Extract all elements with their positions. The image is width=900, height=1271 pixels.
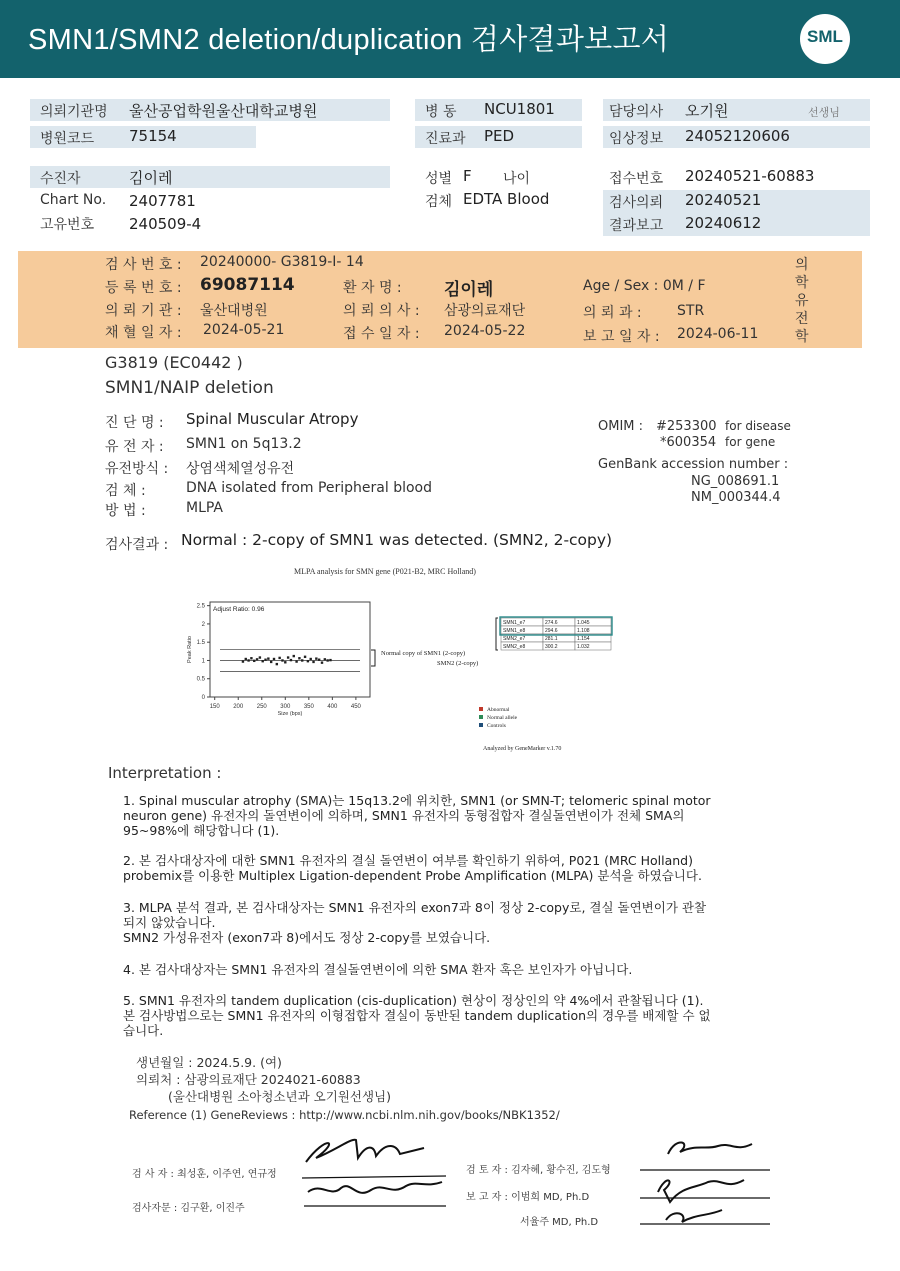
hospital-code-label: 병원코드 bbox=[40, 131, 95, 147]
legend-swatch bbox=[479, 723, 483, 727]
data-point bbox=[262, 660, 264, 662]
data-point bbox=[276, 663, 278, 665]
data-point bbox=[312, 661, 314, 663]
receipt-value: 20240521-60883 bbox=[685, 167, 815, 185]
interp-line: 95~98%에 해당합니다 (1). bbox=[123, 823, 280, 838]
genbank-label: GenBank accession number : bbox=[598, 457, 789, 472]
diag-value: Spinal Muscular Atropy bbox=[186, 410, 359, 428]
gene-value: SMN1 on 5q13.2 bbox=[186, 436, 302, 452]
sml-logo bbox=[800, 14, 850, 64]
reviewer-signature bbox=[636, 1130, 776, 1230]
sex-value: F bbox=[463, 167, 472, 185]
data-point bbox=[256, 658, 258, 660]
scan-test-no-label: 검 사 번 호 : bbox=[105, 257, 182, 273]
interp-line: 5. SMN1 유전자의 tandem duplication (cis-duplication) 현상이 정상인의 약 4%에서 관찰됩니다 (1). bbox=[123, 993, 704, 1008]
y-tick-label: 0 bbox=[201, 695, 205, 701]
bracket-note-1: Normal copy of SMN1 (2-copy) bbox=[381, 650, 466, 657]
vertical-char: 학 bbox=[795, 275, 809, 291]
software-note: Analyzed by GeneMarker v.1.70 bbox=[483, 746, 562, 752]
data-point bbox=[329, 659, 331, 661]
report-label: 결과보고 bbox=[609, 218, 664, 234]
y-tick-label: 0.5 bbox=[196, 676, 205, 683]
x-tick-label: 300 bbox=[280, 704, 291, 710]
requester: 의뢰처 : 삼광의료재단 2024021-60883 bbox=[136, 1072, 361, 1087]
data-point bbox=[245, 658, 247, 660]
scan-req-doc-label: 의 뢰 의 사 : bbox=[343, 303, 420, 319]
scan-reg-no-label: 등 록 번 호 : bbox=[105, 280, 182, 296]
chart-title: MLPA analysis for SMN gene (P021-B2, MRC Holland) bbox=[294, 567, 476, 576]
data-point bbox=[315, 657, 317, 659]
institution-value: 울산공업학원울산대학교병원 bbox=[129, 102, 318, 120]
reviewer: 검 토 자 : 김자혜, 황수진, 김도형 bbox=[466, 1165, 611, 1176]
interp-line: 되지 않았습니다. bbox=[123, 915, 216, 930]
result-value: Normal : 2-copy of SMN1 was detected. (SMN2, 2-copy) bbox=[181, 531, 613, 549]
probe-cell-text: SMN2_e7 bbox=[503, 636, 526, 642]
probe-cell-text: 1.045 bbox=[577, 620, 590, 626]
examiner: 검 사 자 : 최성훈, 이주연, 연규정 bbox=[132, 1169, 277, 1180]
data-point bbox=[295, 660, 297, 662]
gene-label: 유 전 자 : bbox=[105, 439, 164, 455]
probe-cell-text: SMN2_e8 bbox=[503, 644, 526, 650]
vertical-char: 의 bbox=[795, 257, 809, 273]
vertical-char: 유 bbox=[795, 293, 809, 309]
ward-label: 병 동 bbox=[425, 104, 457, 120]
x-tick-label: 400 bbox=[327, 704, 338, 710]
scan-req-dept-label: 의 뢰 과 : bbox=[583, 305, 642, 321]
interp-line: 본 검사방법으로는 SMN1 유전자의 이형접합자 결실이 동반된 tandem duplication의 경우를 배제할 수 없 bbox=[123, 1008, 711, 1023]
scan-test-no: 20240000- G3819-I- 14 bbox=[200, 254, 364, 270]
y-tick-label: 2 bbox=[201, 621, 205, 628]
inherit-label: 유전방식 : bbox=[105, 461, 169, 477]
probe-cell-text: 300.2 bbox=[545, 644, 558, 650]
scan-collect-label: 채 혈 일 자 : bbox=[105, 325, 182, 341]
hospital-code-value: 75154 bbox=[129, 127, 177, 145]
report-value: 20240612 bbox=[685, 214, 762, 232]
specimen-value-2: DNA isolated from Peripheral blood bbox=[186, 480, 433, 496]
report-title: SMN1/SMN2 deletion/duplication 검사결과보고서 bbox=[28, 24, 670, 56]
data-point bbox=[267, 657, 269, 659]
data-point bbox=[250, 657, 252, 659]
interp-line: 4. 본 검사대상자는 SMN1 유전자의 결실돌연변이에 의한 SMA 환자 혹은 보인자가 아닙니다. bbox=[123, 962, 633, 977]
scan-reg-no: 69087114 bbox=[200, 275, 295, 295]
doctor-suffix: 선생님 bbox=[808, 106, 840, 119]
patient-label: 수진자 bbox=[40, 171, 81, 187]
scan-receive: 2024-05-22 bbox=[444, 323, 526, 339]
probe-cell-text: 281.1 bbox=[545, 636, 558, 642]
interpretation-item-1 bbox=[123, 793, 783, 838]
probe-cell-text: SMN1_e7 bbox=[503, 620, 526, 626]
legend-label: Controls bbox=[487, 723, 506, 729]
scan-req-dept: STR bbox=[677, 303, 705, 319]
interp-line: 2. 본 검사대상자에 대한 SMN1 유전자의 결실 돌연변이 여부를 확인하기 위하여, P021 (MRC Holland) bbox=[123, 853, 693, 868]
scan-req-inst: 울산대병원 bbox=[200, 303, 268, 319]
x-tick-label: 150 bbox=[209, 704, 220, 710]
chart-value: 2407781 bbox=[129, 192, 196, 210]
specimen-label-2: 검 체 : bbox=[105, 483, 146, 499]
patient-value: 김이레 bbox=[129, 169, 173, 187]
clinical-value: 24052120606 bbox=[685, 127, 790, 145]
probe-cell-text: SMN1_e8 bbox=[503, 628, 526, 634]
test-code: G3819 (EC0442 ) bbox=[105, 353, 243, 372]
probe-cell-text: 1.154 bbox=[577, 636, 590, 642]
scan-age-sex: Age / Sex : 0M / F bbox=[583, 278, 706, 294]
y-tick-label: 1 bbox=[201, 658, 205, 665]
probe-cell-text: 1.032 bbox=[577, 644, 590, 650]
y-tick-label: 2.5 bbox=[196, 603, 205, 610]
data-point bbox=[264, 659, 266, 661]
chart-label: Chart No. bbox=[40, 192, 107, 208]
specimen-label: 검체 bbox=[425, 194, 453, 210]
dept-label: 진료과 bbox=[425, 131, 466, 147]
scan-req-doc: 삼광의료재단 bbox=[444, 303, 526, 319]
omim-gene-note: for gene bbox=[725, 435, 776, 449]
interpretation-item-3 bbox=[123, 900, 783, 945]
method-label: 방 법 : bbox=[105, 503, 146, 519]
data-point bbox=[304, 656, 306, 658]
assistant: 검사자문 : 김구환, 이진주 bbox=[132, 1203, 245, 1214]
data-point bbox=[318, 659, 320, 661]
data-point bbox=[301, 659, 303, 661]
examiner-signature bbox=[296, 1130, 456, 1215]
bracket bbox=[371, 650, 375, 666]
unique-value: 240509-4 bbox=[129, 215, 202, 233]
data-point bbox=[270, 661, 272, 663]
doctor-label: 담당의사 bbox=[609, 104, 664, 120]
probe-cell-text: 294.6 bbox=[545, 628, 558, 634]
interp-line: SMN2 가성유전자 (exon7과 8)에서도 정상 2-copy를 보였습니다. bbox=[123, 930, 491, 945]
data-point bbox=[310, 658, 312, 660]
interp-line: neuron gene) 유전자의 돌연변이에 의하며, SMN1 유전자의 동형접합자 결실돌연변이가 전체 SMA의 bbox=[123, 808, 685, 823]
receipt-label: 접수번호 bbox=[609, 171, 664, 187]
data-point bbox=[247, 659, 249, 661]
data-point bbox=[293, 655, 295, 657]
vertical-dept-label bbox=[795, 256, 809, 346]
mlpa-chart bbox=[175, 596, 635, 766]
logo-text: SML bbox=[807, 27, 843, 46]
interp-line: 1. Spinal muscular atrophy (SMA)는 15q13.2에 위치한, SMN1 (or SMN-T; telomeric spinal motor bbox=[123, 793, 711, 808]
birth-date: 생년월일 : 2024.5.9. (여) bbox=[136, 1055, 282, 1070]
data-point bbox=[307, 660, 309, 662]
omim-label: OMIM : bbox=[598, 419, 644, 434]
interpretation-item-2 bbox=[123, 853, 783, 883]
institution-label: 의뢰기관명 bbox=[40, 104, 108, 120]
reference: Reference (1) GeneReviews : http://www.ncbi.nlm.nih.gov/books/NBK1352/ bbox=[129, 1108, 560, 1122]
data-point bbox=[281, 659, 283, 661]
data-point bbox=[287, 656, 289, 658]
legend-label: Normal allele bbox=[487, 715, 518, 721]
doctor-value: 오기원 bbox=[685, 102, 729, 120]
method-value: MLPA bbox=[186, 500, 224, 516]
x-tick-label: 250 bbox=[256, 704, 267, 710]
unique-label: 고유번호 bbox=[40, 217, 95, 233]
requester-detail: (울산대병원 소아청소년과 오기원선생님) bbox=[168, 1089, 391, 1104]
data-point bbox=[253, 660, 255, 662]
omim-disease-note: for disease bbox=[725, 419, 791, 433]
reporter: 보 고 자 : 이범희 MD, Ph.D bbox=[466, 1192, 590, 1203]
scan-collect: 2024-05-21 bbox=[203, 322, 285, 338]
interpretation-item-5 bbox=[123, 993, 783, 1038]
x-axis-label: Size (bps) bbox=[277, 711, 303, 717]
specimen-value: EDTA Blood bbox=[463, 190, 550, 208]
sex-label: 성별 bbox=[425, 171, 453, 187]
data-point bbox=[324, 658, 326, 660]
data-point bbox=[321, 661, 323, 663]
age-label: 나이 bbox=[503, 171, 531, 187]
scan-receive-label: 접 수 일 자 : bbox=[343, 326, 420, 342]
data-point bbox=[290, 659, 292, 661]
legend-label: Abnormal bbox=[487, 707, 510, 713]
dept-value: PED bbox=[484, 127, 515, 145]
omim-disease: #253300 bbox=[656, 419, 717, 434]
x-tick-label: 450 bbox=[350, 704, 361, 710]
inherit-value: 상염색체열성유전 bbox=[186, 461, 295, 477]
vertical-char: 전 bbox=[795, 311, 809, 327]
data-point bbox=[278, 657, 280, 659]
test-name: SMN1/NAIP deletion bbox=[105, 378, 274, 398]
genbank-1: NG_008691.1 bbox=[691, 474, 780, 489]
interpretation-item-4 bbox=[123, 962, 783, 977]
scan-patient: 김이레 bbox=[444, 280, 494, 300]
legend-swatch bbox=[479, 715, 483, 719]
x-tick-label: 350 bbox=[303, 704, 314, 710]
request-value: 20240521 bbox=[685, 191, 762, 209]
reporter-2: 서율주 MD, Ph.D bbox=[520, 1217, 599, 1228]
bracket-note-2: SMN2 (2-copy) bbox=[437, 660, 479, 667]
interp-line: probemix를 이용한 Multiplex Ligation-dependent Probe Amplification (MLPA) 분석을 하였습니다. bbox=[123, 868, 702, 883]
data-point bbox=[298, 657, 300, 659]
patient-row-bg bbox=[30, 166, 390, 188]
scan-patient-label: 환 자 명 : bbox=[343, 280, 402, 296]
diag-label: 진 단 명 : bbox=[105, 415, 164, 431]
result-label: 검사결과 : bbox=[105, 537, 169, 553]
interp-line: 습니다. bbox=[123, 1023, 164, 1038]
ward-value: NCU1801 bbox=[484, 100, 555, 118]
table-bracket bbox=[496, 618, 498, 650]
interpretation-title: Interpretation : bbox=[108, 764, 222, 782]
probe-cell-text: 274.6 bbox=[545, 620, 558, 626]
y-axis-label: Peak Ratio bbox=[187, 636, 193, 663]
y-tick-label: 1.5 bbox=[196, 640, 205, 647]
interp-line: 3. MLPA 분석 결과, 본 검사대상자는 SMN1 유전자의 exon7과 8이 정상 2-copy로, 결실 돌연변이가 관찰 bbox=[123, 900, 707, 915]
data-point bbox=[326, 659, 328, 661]
vertical-char: 학 bbox=[795, 329, 809, 345]
data-point bbox=[273, 658, 275, 660]
chart-annotation: Adjust Ratio: 0.96 bbox=[213, 606, 265, 613]
x-tick-label: 200 bbox=[233, 704, 244, 710]
scan-req-inst-label: 의 뢰 기 관 : bbox=[105, 303, 182, 319]
legend-swatch bbox=[479, 707, 483, 711]
request-label: 검사의뢰 bbox=[609, 195, 664, 211]
data-point bbox=[284, 661, 286, 663]
clinical-label: 임상정보 bbox=[609, 131, 664, 147]
omim-gene: *600354 bbox=[660, 435, 717, 450]
scan-report: 2024-06-11 bbox=[677, 326, 759, 342]
genbank-2: NM_000344.4 bbox=[691, 490, 781, 505]
data-point bbox=[242, 660, 244, 662]
data-point bbox=[259, 656, 261, 658]
probe-cell-text: 1.108 bbox=[577, 628, 590, 634]
scan-report-label: 보 고 일 자 : bbox=[583, 329, 660, 345]
